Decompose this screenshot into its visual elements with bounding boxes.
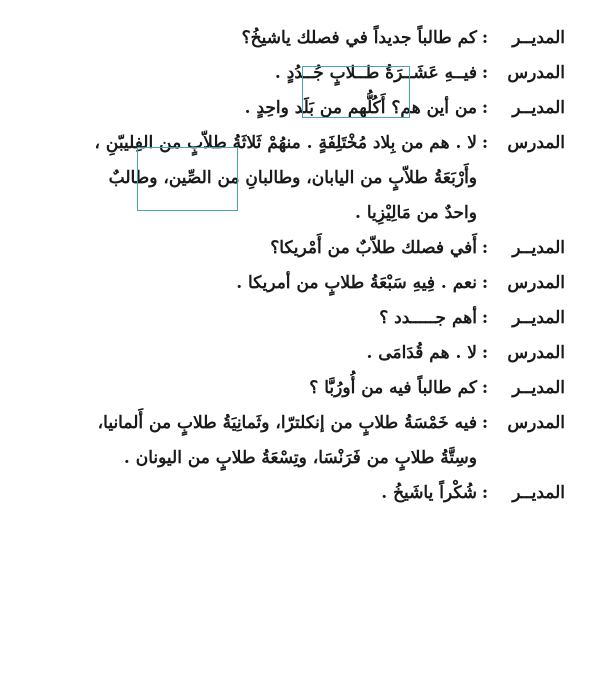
- line-text: فيه خَمْسَةُ طلابٍ من إنكلترّا، وثَمانِيَةُ طلابٍ من أَلمانيا،: [97, 413, 477, 433]
- colon: :: [481, 28, 489, 48]
- colon: :: [481, 413, 489, 433]
- colon: :: [481, 238, 489, 258]
- dialogue-line-5: [25, 238, 565, 258]
- line-text: أَفي فصلك طلاّبٌ من أَمْريكا؟: [270, 238, 477, 258]
- dialogue-line-6: [25, 273, 565, 293]
- line-text: لا . هم قُدَامَى .: [366, 343, 477, 363]
- dialogue-line-10: [25, 413, 565, 433]
- speaker-label: المديــر: [512, 483, 565, 503]
- line-text: أهم جـــــدد ؟: [379, 308, 477, 328]
- colon: :: [481, 98, 489, 118]
- line-text: فيــهِ عَشَــرَةُ طــلابٍ جُــدُدٍ .: [274, 63, 477, 83]
- line-continuation: وأَرْبَعَةُ طلاّبٍ من اليابان، وطالبانِ من الصِّين، وطالبٌ: [108, 168, 477, 188]
- speaker-label: المدرس: [507, 413, 565, 433]
- colon: :: [481, 483, 489, 503]
- dialogue-line-8: [25, 343, 565, 363]
- speaker-label: المدرس: [507, 343, 565, 363]
- line-text: نعم . فِيهِ سَبْعَةُ طلابٍ من أمريكا .: [236, 273, 477, 293]
- line-continuation: وسِتَّةُ طلابٍ من فَرَنْسَا، وتِسْعَةُ طلابٍ من اليونان .: [123, 448, 477, 468]
- speaker-label: المديــر: [512, 238, 565, 258]
- dialogue-line-4: [25, 133, 565, 153]
- line-text: شُكْراً ياشَيخُ .: [381, 483, 477, 503]
- speaker-label: المديــر: [512, 378, 565, 398]
- speaker-label: المديــر: [512, 28, 565, 48]
- colon: :: [481, 343, 489, 363]
- colon: :: [481, 273, 489, 293]
- colon: :: [481, 308, 489, 328]
- speaker-label: المديــر: [512, 308, 565, 328]
- line-continuation: واحدٌ من مَالِيْزِيا .: [355, 203, 477, 223]
- dialogue-line-11: [25, 483, 565, 503]
- speaker-label: المدرس: [507, 133, 565, 153]
- dialogue-line-7: [25, 308, 565, 328]
- line-text: لا . هم من بِلاد مُخْتَلِفَةٍ . منهُمْ ثَلاثَةُ طلاّبٍ من الفِليبّنِ ،: [94, 133, 477, 153]
- dialogue-line-1: [25, 28, 565, 48]
- colon: :: [481, 133, 489, 153]
- line-text: كم طالباً فيه من أُورُبَّا ؟: [309, 378, 477, 398]
- speaker-label: المديــر: [512, 98, 565, 118]
- line-text: كم طالباً جديداً في فصلك ياشيخُ؟: [241, 28, 477, 48]
- dialogue-line-2: [25, 63, 565, 83]
- colon: :: [481, 378, 489, 398]
- colon: :: [481, 63, 489, 83]
- speaker-label: المدرس: [507, 63, 565, 83]
- speaker-label: المدرس: [507, 273, 565, 293]
- dialogue-page: [25, 28, 565, 518]
- dialogue-line-9: [25, 378, 565, 398]
- dialogue-line-3: [25, 98, 565, 118]
- line-text: من أين هم؟ أَكُلُّهم من بَلَد واحِدٍ .: [244, 98, 477, 118]
